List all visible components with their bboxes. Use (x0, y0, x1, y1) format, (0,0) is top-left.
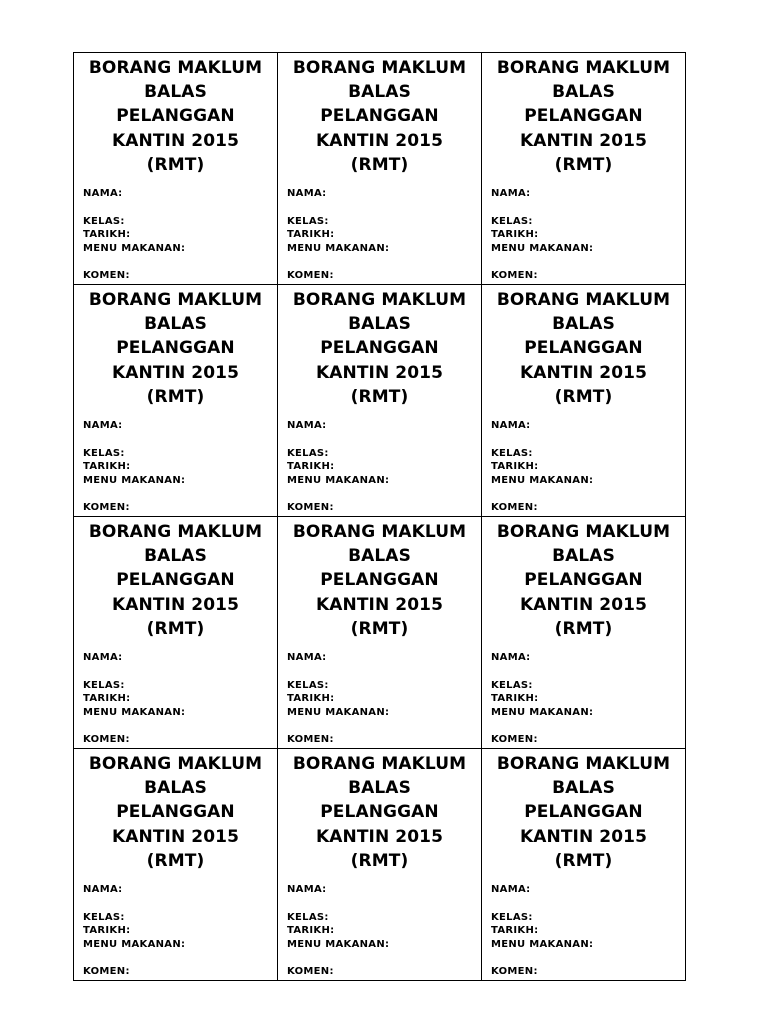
field-label-komen: KOMEN: (83, 270, 130, 282)
field-label-kelas: KELAS: (491, 447, 533, 459)
form-title: BORANG MAKLUM BALAS PELANGGAN KANTIN 2015 (RMT) (88, 290, 263, 407)
feedback-form-card (277, 284, 482, 517)
feedback-form-card (481, 516, 686, 749)
field-label-menu-makanan: MENU MAKANAN: (287, 474, 390, 486)
field-label-komen: KOMEN: (83, 734, 130, 746)
field-label-menu-makanan: MENU MAKANAN: (491, 242, 594, 254)
form-title: BORANG MAKLUM BALAS PELANGGAN KANTIN 2015 (RMT) (292, 58, 467, 175)
field-label-kelas: KELAS: (83, 215, 125, 227)
feedback-form-sheet (73, 52, 685, 980)
field-label-komen: KOMEN: (287, 966, 334, 978)
field-label-tarikh: TARIKH: (287, 461, 335, 473)
field-label-nama: NAMA: (287, 188, 327, 200)
feedback-form-card (481, 748, 686, 981)
field-label-tarikh: TARIKH: (83, 229, 131, 241)
field-label-kelas: KELAS: (287, 447, 329, 459)
feedback-form-card (73, 748, 278, 981)
field-label-kelas: KELAS: (287, 679, 329, 691)
field-label-nama: NAMA: (287, 652, 327, 664)
form-fields (83, 651, 277, 747)
form-title: BORANG MAKLUM BALAS PELANGGAN KANTIN 2015 (RMT) (496, 754, 671, 871)
form-fields (491, 419, 685, 515)
form-fields (287, 419, 481, 515)
field-label-nama: NAMA: (83, 652, 123, 664)
field-label-nama: NAMA: (83, 884, 123, 896)
field-label-menu-makanan: MENU MAKANAN: (491, 474, 594, 486)
field-label-komen: KOMEN: (83, 966, 130, 978)
field-label-kelas: KELAS: (287, 215, 329, 227)
field-label-tarikh: TARIKH: (83, 461, 131, 473)
feedback-form-card (73, 516, 278, 749)
field-label-tarikh: TARIKH: (287, 693, 335, 705)
field-label-nama: NAMA: (287, 420, 327, 432)
field-label-menu-makanan: MENU MAKANAN: (491, 706, 594, 718)
form-title: BORANG MAKLUM BALAS PELANGGAN KANTIN 2015 (RMT) (496, 58, 671, 175)
form-fields (287, 883, 481, 979)
field-label-kelas: KELAS: (83, 447, 125, 459)
form-fields (287, 651, 481, 747)
field-label-komen: KOMEN: (83, 502, 130, 514)
field-label-tarikh: TARIKH: (491, 925, 539, 937)
field-label-tarikh: TARIKH: (491, 229, 539, 241)
field-label-kelas: KELAS: (287, 911, 329, 923)
form-fields (491, 883, 685, 979)
form-fields (83, 883, 277, 979)
field-label-menu-makanan: MENU MAKANAN: (83, 474, 186, 486)
field-label-kelas: KELAS: (491, 679, 533, 691)
feedback-form-card (277, 516, 482, 749)
feedback-form-card (73, 52, 278, 285)
feedback-form-card (481, 284, 686, 517)
form-title: BORANG MAKLUM BALAS PELANGGAN KANTIN 2015 (RMT) (292, 522, 467, 639)
form-title: BORANG MAKLUM BALAS PELANGGAN KANTIN 2015 (RMT) (496, 290, 671, 407)
field-label-menu-makanan: MENU MAKANAN: (83, 706, 186, 718)
feedback-form-card (277, 52, 482, 285)
field-label-kelas: KELAS: (491, 911, 533, 923)
form-title: BORANG MAKLUM BALAS PELANGGAN KANTIN 2015 (RMT) (88, 522, 263, 639)
field-label-tarikh: TARIKH: (287, 925, 335, 937)
form-title: BORANG MAKLUM BALAS PELANGGAN KANTIN 2015 (RMT) (292, 290, 467, 407)
field-label-nama: NAMA: (491, 884, 531, 896)
form-title: BORANG MAKLUM BALAS PELANGGAN KANTIN 2015 (RMT) (88, 754, 263, 871)
feedback-form-card (277, 748, 482, 981)
field-label-tarikh: TARIKH: (491, 461, 539, 473)
form-title: BORANG MAKLUM BALAS PELANGGAN KANTIN 2015 (RMT) (88, 58, 263, 175)
field-label-komen: KOMEN: (491, 502, 538, 514)
field-label-menu-makanan: MENU MAKANAN: (83, 938, 186, 950)
field-label-menu-makanan: MENU MAKANAN: (287, 938, 390, 950)
field-label-kelas: KELAS: (83, 679, 125, 691)
feedback-form-card (73, 284, 278, 517)
field-label-komen: KOMEN: (287, 734, 334, 746)
field-label-nama: NAMA: (83, 420, 123, 432)
field-label-kelas: KELAS: (491, 215, 533, 227)
form-fields (83, 419, 277, 515)
field-label-komen: KOMEN: (287, 270, 334, 282)
field-label-tarikh: TARIKH: (287, 229, 335, 241)
field-label-nama: NAMA: (287, 884, 327, 896)
field-label-menu-makanan: MENU MAKANAN: (287, 706, 390, 718)
field-label-menu-makanan: MENU MAKANAN: (287, 242, 390, 254)
form-fields (491, 187, 685, 283)
field-label-nama: NAMA: (83, 188, 123, 200)
field-label-kelas: KELAS: (83, 911, 125, 923)
field-label-tarikh: TARIKH: (83, 693, 131, 705)
field-label-tarikh: TARIKH: (83, 925, 131, 937)
form-fields (491, 651, 685, 747)
field-label-nama: NAMA: (491, 420, 531, 432)
field-label-komen: KOMEN: (491, 734, 538, 746)
form-fields (83, 187, 277, 283)
feedback-form-card (481, 52, 686, 285)
form-title: BORANG MAKLUM BALAS PELANGGAN KANTIN 2015 (RMT) (496, 522, 671, 639)
form-fields (287, 187, 481, 283)
field-label-komen: KOMEN: (491, 270, 538, 282)
field-label-menu-makanan: MENU MAKANAN: (83, 242, 186, 254)
field-label-nama: NAMA: (491, 652, 531, 664)
form-title: BORANG MAKLUM BALAS PELANGGAN KANTIN 2015 (RMT) (292, 754, 467, 871)
field-label-nama: NAMA: (491, 188, 531, 200)
field-label-tarikh: TARIKH: (491, 693, 539, 705)
field-label-menu-makanan: MENU MAKANAN: (491, 938, 594, 950)
field-label-komen: KOMEN: (287, 502, 334, 514)
field-label-komen: KOMEN: (491, 966, 538, 978)
